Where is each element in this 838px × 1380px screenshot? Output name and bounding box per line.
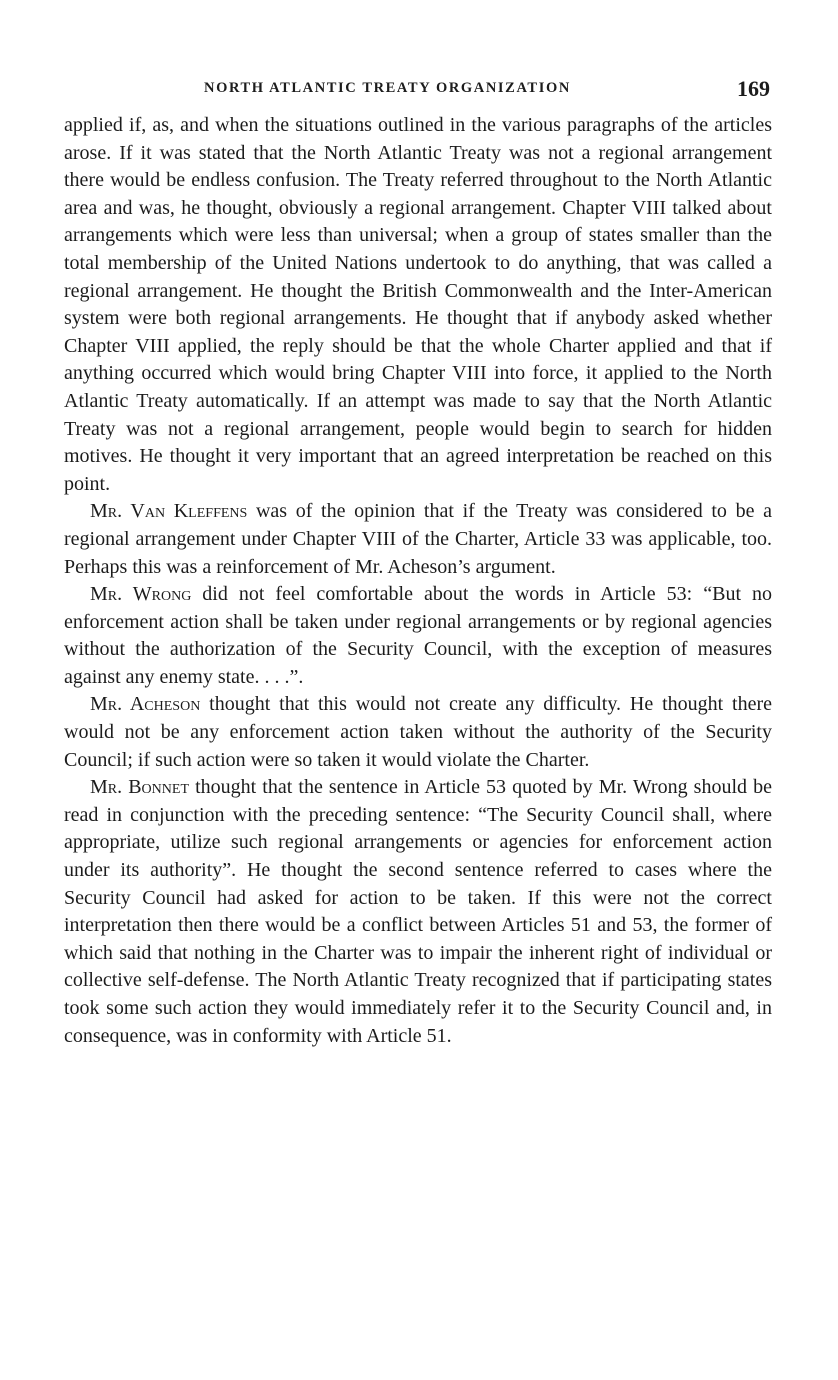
body-text [64,112,772,1050]
speaker-name: Mr. Bonnet [90,776,189,799]
paragraph-bonnet [64,774,772,1050]
paragraph-text: thought that this would not create any difficulty. He thought there would not be any enforcement action taken without the authority of the Security Council; if such action were so taken it would violate the Charter. [64,693,773,771]
paragraph-text: applied if, as, and when the situations outlined in the various paragraphs of the articles arose. If it was stated that the North Atlantic Treaty was not a regional arrangement there would be endless confusion. The Treaty referred throughout to the North Atlantic area and was, he thought, obviously a regional arrangement. Chapter VIII talked about arrangements which were less than universal; when a group of states smaller than the total membership of the United Nations undertook to do anything, that was called a regional arrangement. He thought the British Commonwealth and the Inter-American system were both regional arrangements. He thought that if anybody asked whether Chapter VIII applied, the reply should be that the whole Charter applied and that if anything occurred which would bring Chapter VIII into force, it applied to the North Atlantic Treaty automatically. If an attempt was made to say that the North Atlantic Treaty was not a regional arrangement, people would begin to search for hidden motives. He thought it very important that an agreed interpretation be reached on this point. [64,114,772,495]
running-title: NORTH ATLANTIC TREATY ORGANIZATION [204,80,571,96]
running-head [64,72,772,112]
paragraph-text: thought that the sentence in Article 53 quoted by Mr. Wrong should be read in conjunction with the preceding sentence: “The Security Council shall, where appropriate, utilize such regional arrangements or agencies for enforcement action under its authority”. He thought the second sentence referred to cases where the Security Council had asked for action to be taken. If this were not the correct interpretation then there would be a conflict between Articles 51 and 53, the former of which said that nothing in the Charter was to impair the inherent right of individual or collective self-defense. The North Atlantic Treaty recognized that if participating states took some such action they would immediately refer it to the Security Council and, in consequence, was in conformity with Article 51. [64,776,772,1047]
paragraph-text: did not feel comfortable about the words in Article 53: “But no enforcement action shall be taken under regional arrangements or by regional agencies without the authorization of the Security Council, with the exception of measures against any enemy state. . . .”. [64,583,772,688]
speaker-name: Mr. Van Kleffens [90,500,248,523]
paragraph-continuation [64,112,772,498]
speaker-name: Mr. Acheson [90,693,201,716]
paragraph-text: was of the opinion that if the Treaty was considered to be a regional arrangement under Chapter VIII of the Charter, Article 33 was applicable, too. Perhaps this was a reinforcement of Mr. Acheson’s argument. [64,500,772,578]
speaker-name: Mr. Wrong [90,583,192,606]
page-number: 169 [737,76,770,101]
paragraph-wrong [64,581,772,691]
paragraph-van-kleffens [64,498,772,581]
paragraph-acheson [64,691,772,774]
